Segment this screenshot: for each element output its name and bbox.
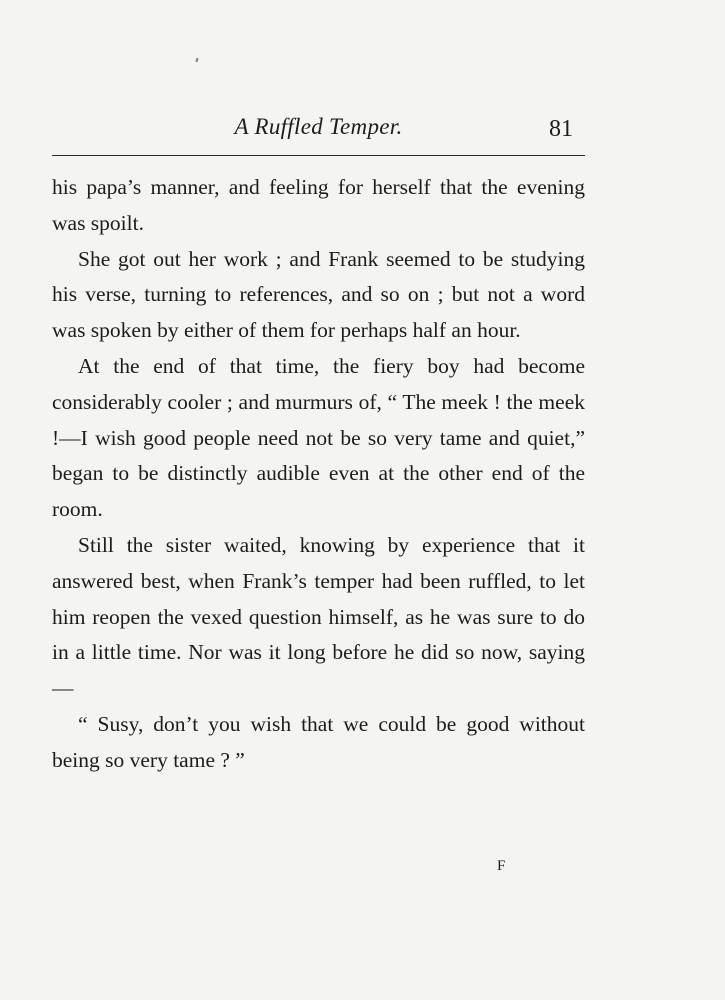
paragraph-3: At the end of that time, the fiery boy had become considerably cooler ; and murmurs of, “ The meek ! the meek !—I wish good people need not be so very tame and quiet,” began to be distinctly audible even at the other end of the room. xyxy=(52,353,585,522)
paragraph-2: She got out her work ; and Frank seemed to be studying his verse, turning to references, and so on ; but not a word was spoken by either of them for perhaps half an hour. xyxy=(52,246,585,343)
signature-mark: F xyxy=(497,858,507,874)
paragraph-1: his papa’s manner, and feeling for herself that the evening was spoilt. xyxy=(52,175,585,235)
paper-speck xyxy=(195,58,198,62)
paragraph-4: Still the sister waited, knowing by experience that it answered best, when Frank’s temper had been ruffled, to let him reopen the vexed question himself, as he was sure to do in a little time. Nor was it long before he did so now, saying— xyxy=(52,532,585,701)
running-head: A Ruffled Temper. xyxy=(234,114,403,139)
page-header xyxy=(52,114,585,152)
page-number: 81 xyxy=(549,116,573,142)
paragraph-5: “ Susy, don’t you wish that we could be good without being so very tame ? ” xyxy=(52,711,585,772)
body-text xyxy=(52,170,585,779)
header-rule xyxy=(52,155,585,156)
